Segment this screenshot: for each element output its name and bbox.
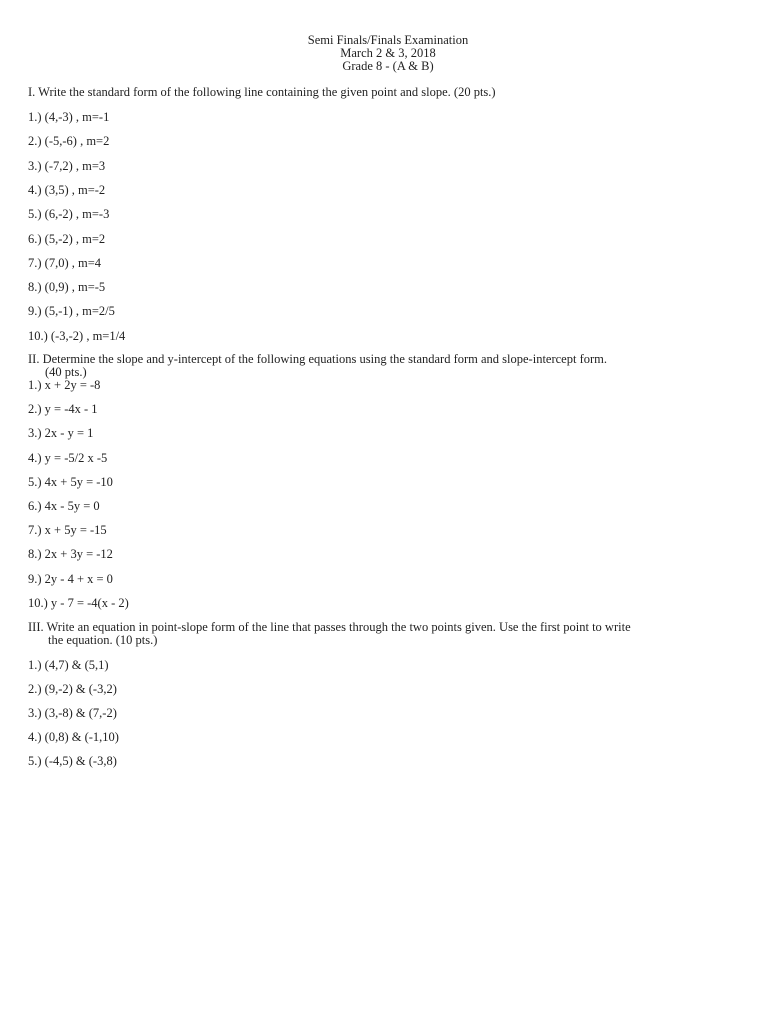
exam-grade: Grade 8 - (A & B) — [342, 59, 434, 73]
section-3-heading: III. Write an equation in point-slope form of the line that passes through the two points given. Use the first point to write — [28, 620, 631, 634]
question-item: 10.) (-3,-2) , m=1/4 — [28, 328, 126, 343]
exam-date: March 2 & 3, 2018 — [340, 46, 436, 60]
question-item: 1.) x + 2y = -8 — [28, 378, 101, 392]
question-item: 2.) (9,-2) & (-3,2) — [28, 682, 117, 697]
question-item: 7.) x + 5y = -15 — [28, 523, 107, 538]
question-item: 3.) (-7,2) , m=3 — [28, 158, 106, 173]
question-item: 3.) (3,-8) & (7,-2) — [28, 706, 117, 721]
question-item: 7.) (7,0) , m=4 — [28, 255, 102, 270]
exam-title: Semi Finals/Finals Examination — [307, 33, 469, 47]
question-item: 6.) (5,-2) , m=2 — [28, 231, 106, 246]
question-item: 2.) y = -4x - 1 — [28, 402, 98, 417]
question-item: 4.) (0,8) & (-1,10) — [28, 730, 119, 745]
question-item: 5.) (-4,5) & (-3,8) — [28, 754, 117, 769]
question-item: 4.) (3,5) , m=-2 — [28, 182, 106, 197]
question-item: 3.) 2x - y = 1 — [28, 426, 94, 441]
question-item: 2.) (-5,-6) , m=2 — [28, 134, 110, 149]
question-item: 5.) 4x + 5y = -10 — [28, 474, 113, 489]
question-item: 4.) y = -5/2 x -5 — [28, 450, 108, 465]
question-item: 8.) 2x + 3y = -12 — [28, 547, 113, 562]
question-item: 1.) (4,7) & (5,1) — [28, 658, 109, 672]
section-1-heading: I. Write the standard form of the following line containing the given point and slope. (20 pts.) — [28, 85, 496, 99]
question-item: 6.) 4x - 5y = 0 — [28, 499, 100, 513]
question-item: 10.) y - 7 = -4(x - 2) — [28, 595, 129, 610]
question-item: 9.) 2y - 4 + x = 0 — [28, 571, 113, 586]
section-3-heading-continued: the equation. (10 pts.) — [48, 633, 158, 647]
question-item: 9.) (5,-1) , m=2/5 — [28, 304, 115, 319]
question-item: 5.) (6,-2) , m=-3 — [28, 207, 110, 222]
section-2-heading-continued: (40 pts.) — [45, 365, 87, 379]
question-item: 8.) (0,9) , m=-5 — [28, 280, 106, 295]
question-item: 1.) (4,-3) , m=-1 — [28, 110, 110, 124]
section-2-heading: II. Determine the slope and y-intercept of the following equations using the standard form and slope-intercept form. — [28, 352, 607, 366]
